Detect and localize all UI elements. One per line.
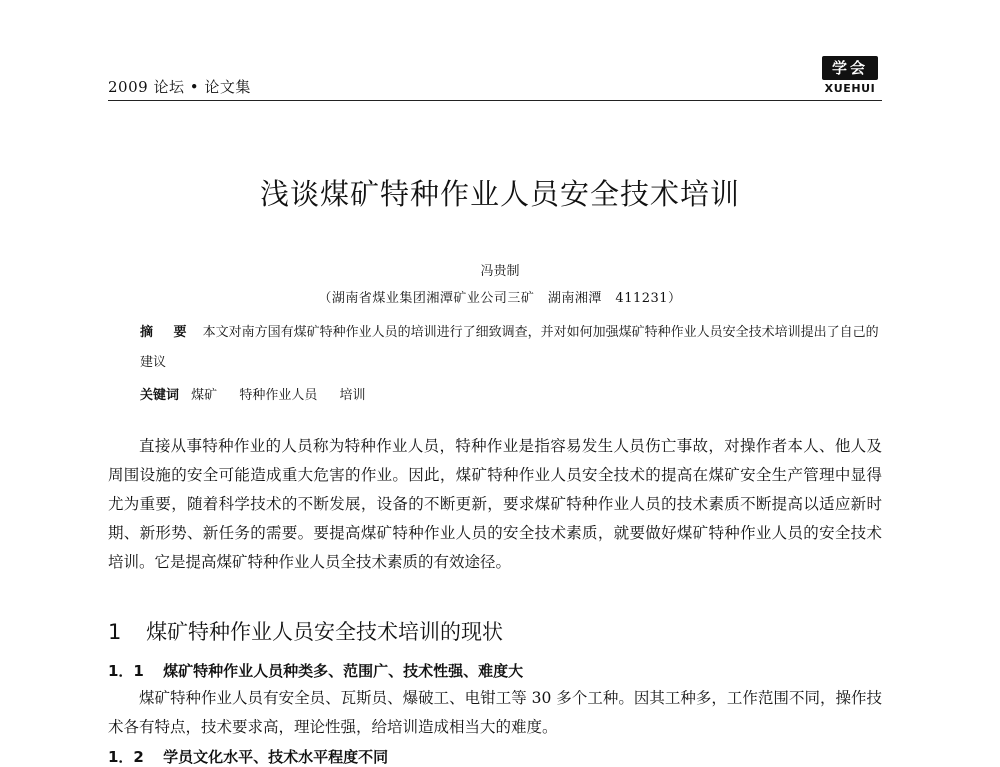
section-number: 1 [108, 620, 122, 644]
abstract-text: 本文对南方国有煤矿特种作业人员的培训进行了细致调查，并对如何加强煤矿特种作业人员安全技术培训提出了自己的建议 [140, 325, 879, 370]
subsection-heading [108, 660, 523, 681]
keyword-item: 特种作业人员 [239, 388, 318, 403]
keywords-label: 关键词 [140, 388, 180, 403]
header-rule [108, 100, 882, 101]
abstract [140, 318, 884, 378]
keyword-item: 培训 [339, 388, 366, 403]
author: 冯贵制 [480, 264, 520, 279]
paper-title: 浅谈煤矿特种作业人员安全技术培训 [259, 177, 740, 211]
header-journal: 2009 论坛 • 论文集 [108, 78, 251, 96]
header-logo [818, 56, 882, 95]
affiliation: （湖南省煤业集团湘潭矿业公司三矿 湖南湘潭 411231） [318, 291, 682, 306]
subsection-title: 煤矿特种作业人员种类多、范围广、技术性强、难度大 [163, 662, 524, 680]
logo-en: XUEHUI [824, 82, 876, 95]
section-heading [108, 616, 503, 646]
section-title: 煤矿特种作业人员安全技术培训的现状 [146, 620, 504, 644]
subsection-number: 1．1 [108, 662, 144, 680]
subsection-title: 学员文化水平、技术水平程度不同 [163, 748, 389, 766]
subsection-number: 1．2 [108, 748, 144, 766]
keywords [140, 384, 884, 403]
subsection-paragraph: 煤矿特种作业人员有安全员、瓦斯员、爆破工、电钳工等 30 多个工种。因其工种多，工作范围不同，操作技术各有特点，技术要求高，理论性强，给培训造成相当大的难度。 [108, 689, 882, 736]
keyword-item: 煤矿 [191, 388, 218, 403]
intro-paragraph: 直接从事特种作业的人员称为特种作业人员，特种作业是指容易发生人员伤亡事故，对操作者本人、他人及周围设施的安全可能造成重大危害的作业。因此，煤矿特种作业人员安全技术的提高在煤矿安全生产管理中显得尤为重要，随着科学技术的不断发展，设备的不断更新，要求煤矿特种作业人员的技术素质不断提高以适应新时期、新形势、新任务的需要。要提高煤矿特种作业人员的安全技术素质，就要做好煤矿特种作业人员的安全技术培训。它是提高煤矿特种作业人员全技术素质的有效途径。 [108, 437, 882, 571]
subsection-heading [108, 746, 388, 767]
logo-cn: 学会 [822, 56, 878, 80]
abstract-label: 摘 要 [140, 325, 195, 340]
